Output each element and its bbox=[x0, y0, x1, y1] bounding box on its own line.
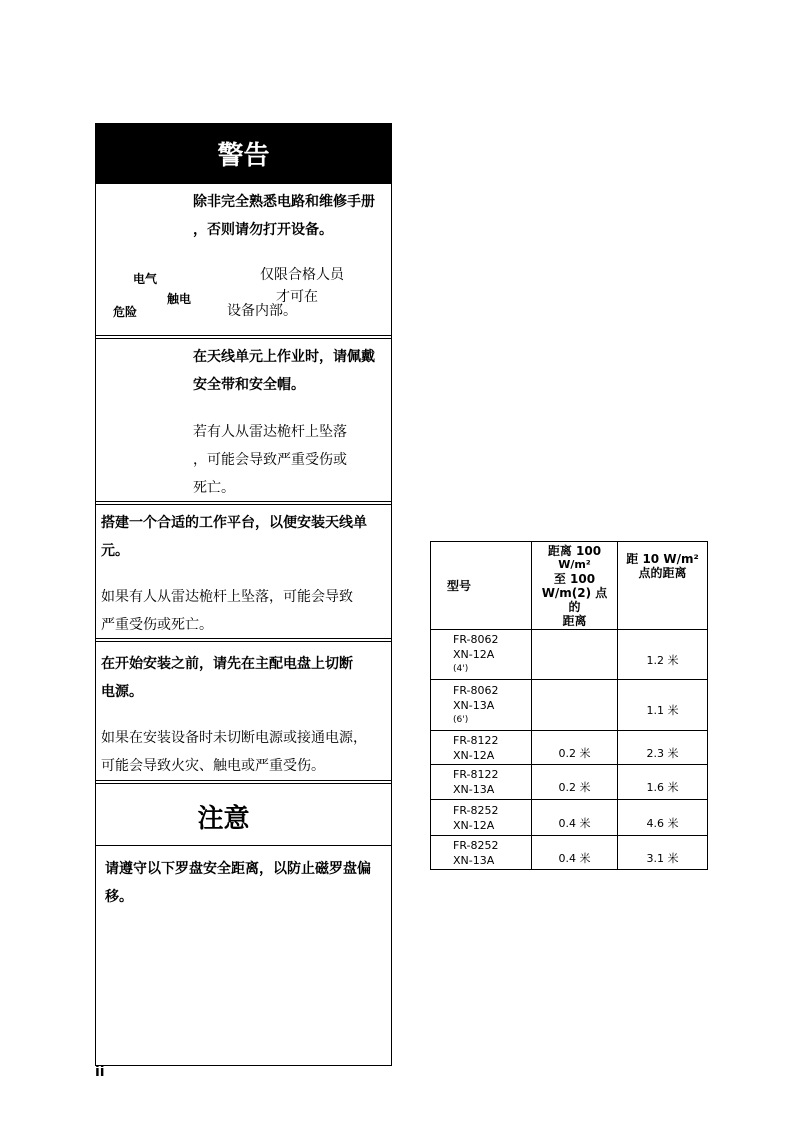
model-line: FR-8252 bbox=[453, 803, 499, 817]
distance-100-cell bbox=[532, 680, 618, 731]
block4-line-2: 可能会导致火灾、触电或严重受伤。 bbox=[101, 758, 325, 774]
compass-distance-table bbox=[430, 541, 708, 870]
distance-10-cell: 4.6 米 bbox=[618, 800, 708, 836]
header-d100-line-4: W/m(2) 点的 bbox=[541, 585, 608, 614]
header-d100-line-1: 距离 100 bbox=[547, 543, 602, 558]
label-shock: 触电 bbox=[167, 292, 192, 306]
divider-4 bbox=[95, 780, 392, 781]
label-electric: 电气 bbox=[133, 272, 158, 286]
block4-bold-1: 在开始安装之前，请先在主配电盘上切断 bbox=[101, 656, 353, 672]
model-line: FR-8122 bbox=[453, 733, 499, 747]
block1-bold-1: 除非完全熟悉电路和维修手册 bbox=[193, 194, 375, 210]
divider-1b bbox=[95, 338, 392, 339]
block2-bold-2: 安全带和安全帽。 bbox=[193, 377, 305, 393]
table-row bbox=[431, 680, 708, 731]
table-header-row bbox=[431, 542, 708, 630]
block1-line-1: 仅限合格人员 bbox=[260, 267, 344, 283]
divider-2b bbox=[95, 504, 392, 505]
model-cell bbox=[431, 680, 532, 731]
divider-5 bbox=[95, 845, 392, 846]
header-d100-line-5: 距离 bbox=[562, 613, 587, 628]
model-cell bbox=[431, 630, 532, 680]
distance-100-cell bbox=[532, 630, 618, 680]
distance-100-cell: 0.2 米 bbox=[532, 731, 618, 765]
model-line: XN-13A bbox=[453, 853, 495, 867]
block3-line-2: 严重受伤或死亡。 bbox=[101, 617, 213, 633]
distance-10-cell: 1.6 米 bbox=[618, 765, 708, 800]
model-line: XN-13A bbox=[453, 783, 495, 796]
model-line: FR-8062 bbox=[453, 683, 499, 697]
distance-10-cell: 3.1 米 bbox=[618, 836, 708, 870]
block3-bold-2: 元。 bbox=[101, 543, 129, 559]
model-line: XN-13A bbox=[453, 698, 495, 712]
table-row bbox=[431, 630, 708, 680]
block1-line-2: 才可在 bbox=[276, 289, 318, 305]
distance-100-cell: 0.4 米 bbox=[532, 800, 618, 836]
block2-bold-1: 在天线单元上作业时，请佩戴 bbox=[193, 349, 375, 365]
block4-bold-2: 电源。 bbox=[101, 684, 143, 700]
model-line: FR-8252 bbox=[453, 838, 499, 852]
distance-10-cell: 1.2 米 bbox=[618, 630, 708, 680]
block5-bold-2: 移。 bbox=[105, 889, 133, 905]
divider-4b bbox=[95, 783, 392, 784]
header-distance-100 bbox=[532, 542, 618, 630]
table-row bbox=[431, 800, 708, 836]
label-danger: 危险 bbox=[113, 305, 138, 319]
model-cell bbox=[431, 765, 532, 800]
header-d10-line-1: 距 10 W/m² bbox=[626, 552, 699, 566]
model-line: XN-12A bbox=[453, 748, 495, 762]
table-row bbox=[431, 731, 708, 765]
block1-bold-2: ，否则请勿打开设备。 bbox=[193, 222, 333, 238]
header-distance-10 bbox=[618, 542, 708, 630]
warning-header: 警告 bbox=[95, 123, 392, 184]
header-d100-line-2: W/m² bbox=[558, 557, 591, 571]
divider-3 bbox=[95, 638, 392, 639]
header-d100-line-3: 至 100 bbox=[553, 571, 596, 586]
model-cell bbox=[431, 800, 532, 836]
distance-100-cell: 0.2 米 bbox=[532, 765, 618, 800]
block2-line-3: 死亡。 bbox=[193, 480, 235, 496]
divider-1 bbox=[95, 335, 392, 336]
model-line: XN-12A bbox=[453, 648, 495, 661]
block5-bold-1: 请遵守以下罗盘安全距离，以防止磁罗盘偏 bbox=[105, 861, 371, 877]
model-line: (4') bbox=[453, 664, 469, 674]
model-cell bbox=[431, 731, 532, 765]
distance-100-cell: 0.4 米 bbox=[532, 836, 618, 870]
page-number: ii bbox=[95, 1064, 105, 1080]
block3-line-1: 如果有人从雷达桅杆上坠落，可能会导致 bbox=[101, 589, 353, 605]
block3-bold-1: 搭建一个合适的工作平台，以便安装天线单 bbox=[101, 515, 367, 531]
header-model: 型号 bbox=[431, 542, 532, 630]
model-line: FR-8062 bbox=[453, 633, 499, 646]
header-d10-line-2: 点的距离 bbox=[638, 566, 687, 580]
distance-10-cell: 2.3 米 bbox=[618, 731, 708, 765]
caution-header: 注意 bbox=[197, 804, 250, 834]
distance-10-cell: 1.1 米 bbox=[618, 680, 708, 731]
model-line: (6') bbox=[453, 714, 469, 725]
block1-line-3: 设备内部。 bbox=[227, 303, 297, 319]
model-cell bbox=[431, 836, 532, 870]
block4-line-1: 如果在安装设备时未切断电源或接通电源， bbox=[101, 730, 367, 746]
divider-3b bbox=[95, 641, 392, 642]
divider-2 bbox=[95, 501, 392, 502]
model-line: XN-12A bbox=[453, 818, 495, 832]
table-row bbox=[431, 836, 708, 870]
block2-line-2: ，可能会导致严重受伤或 bbox=[193, 452, 347, 468]
table-row bbox=[431, 765, 708, 800]
block2-line-1: 若有人从雷达桅杆上坠落 bbox=[193, 424, 347, 440]
model-line: FR-8122 bbox=[453, 768, 499, 781]
